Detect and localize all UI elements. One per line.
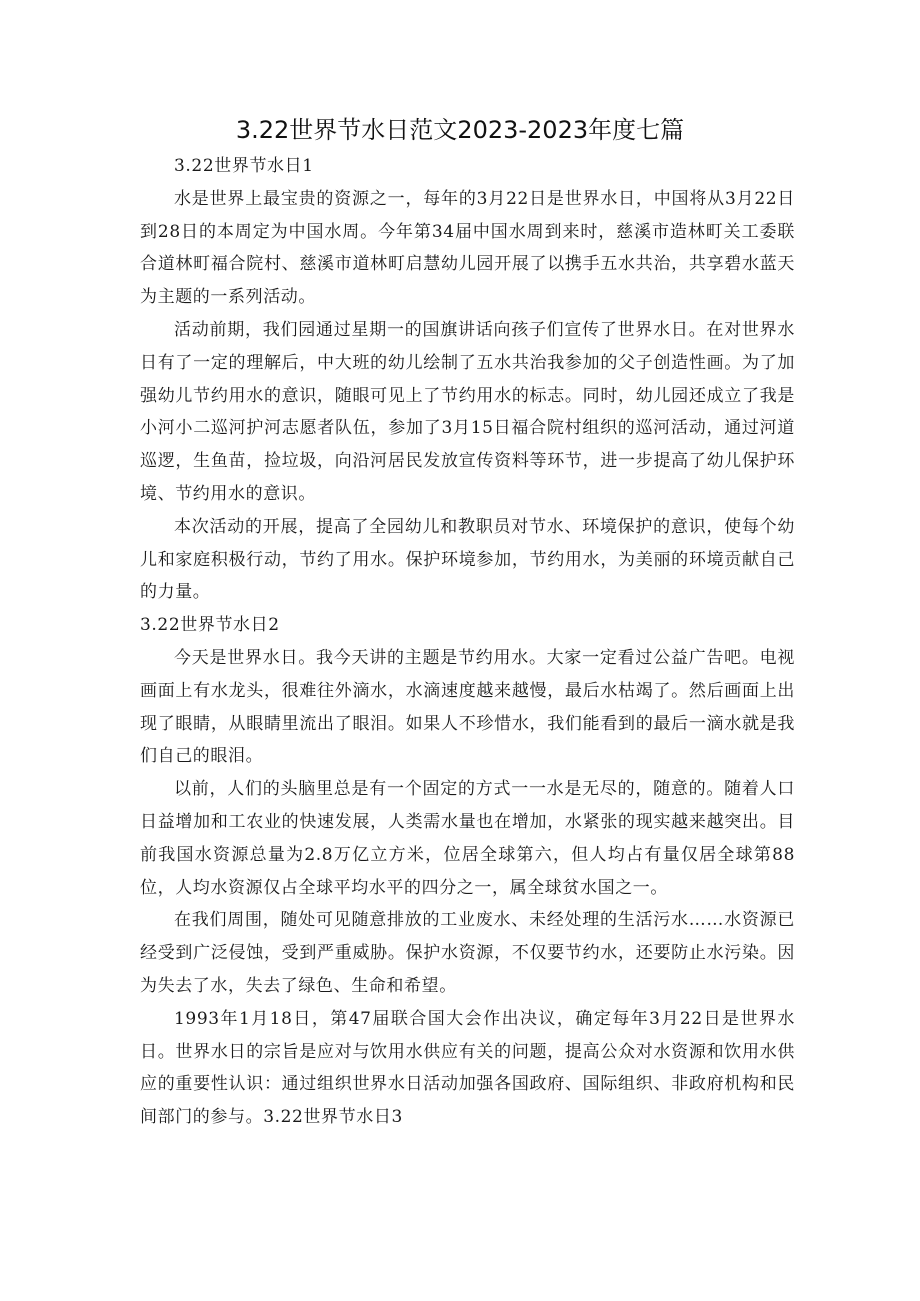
document-title: 3.22世界节水日范文2023-2023年度七篇 xyxy=(235,116,685,144)
paragraph: 1993年1月18日，第47届联合国大会作出决议，确定每年3月22日是世界水日。世界水日的宗旨是应对与饮用水供应有关的问题，提高公众对水资源和饮用水供应的重要性认识：通过组织世界水日活动加强各国政府、国际组织、非政府机构和民间部门的参与。3.22世界节水日3 xyxy=(140,1008,795,1128)
paragraph: 水是世界上最宝贵的资源之一，每年的3月22日是世界水日，中国将从3月22日到28日的本周定为中国水周。今年第34届中国水周到来时，慈溪市造林町关工委联合道林町福合院村、慈溪市道林町启慧幼儿园开展了以携手五水共治，共享碧水蓝天为主题的一系列活动。 xyxy=(140,188,795,308)
paragraph: 以前，人们的头脑里总是有一个固定的方式一一水是无尽的，随意的。随着人口日益增加和工农业的快速发展，人类需水量也在增加，水紧张的现实越来越突出。目前我国水资源总量为2.8万亿立方米，位居全球第六，但人均占有量仅居全球第88位，人均水资源仅占全球平均水平的四分之一，属全球贫水国之一。 xyxy=(140,779,795,898)
section-heading-2: 3.22世界节水日2 xyxy=(140,615,280,636)
document-body xyxy=(140,150,795,1134)
section-heading-1: 3.22世界节水日1 xyxy=(174,156,314,176)
paragraph: 今天是世界水日。我今天讲的主题是节约用水。大家一定看过公益广告吧。电视画面上有水龙头，很难往外滴水，水滴速度越来越慢，最后水枯竭了。然后画面上出现了眼睛，从眼睛里流出了眼泪。如果人不珍惜水，我们能看到的最后一滴水就是我们自己的眼泪。 xyxy=(140,647,795,767)
paragraph: 在我们周围，随处可见随意排放的工业废水、未经处理的生活污水……水资源已经受到广泛侵蚀，受到严重威胁。保护水资源，不仅要节约水，还要防止水污染。因为失去了水，失去了绿色、生命和希望。 xyxy=(140,910,795,996)
paragraph: 活动前期，我们园通过星期一的国旗讲话向孩子们宣传了世界水日。在对世界水日有了一定的理解后，中大班的幼儿绘制了五水共治我参加的父子创造性画。为了加强幼儿节约用水的意识，随眼可见上了节约用水的标志。同时，幼儿园还成立了我是小河小二巡河护河志愿者队伍，参加了3月15日福合院村组织的巡河活动，通过河道巡逻，生鱼苗，捡垃圾，向沿河居民发放宣传资料等环节，进一步提高了幼儿保护环境、节约用水的意识。 xyxy=(140,319,795,504)
paragraph: 本次活动的开展，提高了全园幼儿和教职员对节水、环境保护的意识，使每个幼儿和家庭积极行动，节约了用水。保护环境参加，节约用水，为美丽的环境贡献自己的力量。 xyxy=(140,516,795,603)
